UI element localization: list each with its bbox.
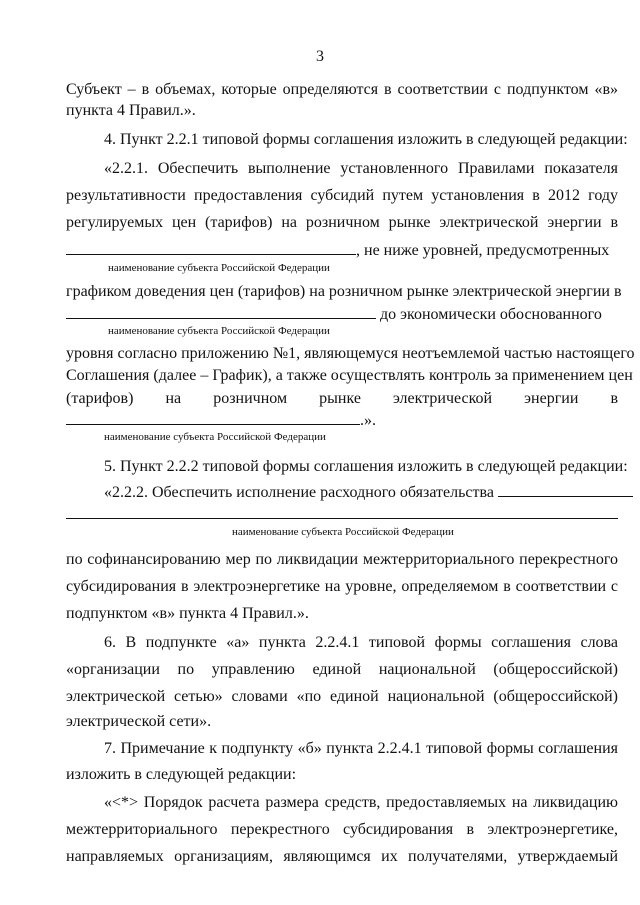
text-line-with-blank <box>66 410 618 431</box>
text-line: 5. Пункт 2.2.2 типовой формы соглашения изложить в следующей редакции: <box>104 458 628 475</box>
field-caption: наименование субъекта Российской Федерации <box>232 526 454 538</box>
text-line: изложить в следующей редакции: <box>66 766 297 783</box>
blank-field <box>66 240 356 255</box>
text-line: 7. Примечание к подпункту «б» пункта 2.2.4.1 типовой формы соглашения <box>104 740 618 757</box>
text-fragment: , не ниже уровней, предусмотренных <box>356 242 610 259</box>
blank-field <box>66 304 376 319</box>
blank-field-line <box>66 518 618 519</box>
field-caption: наименование субъекта Российской Федерации <box>108 262 330 274</box>
blank-field <box>498 482 633 497</box>
text-line: электрической сети». <box>66 713 212 730</box>
text-line: направляемых организациям, являющимся их получателями, утверждаемый <box>66 848 618 865</box>
text-line: Соглашения (далее – График), а также осуществлять контроль за применением цен <box>66 367 633 384</box>
page-number: 3 <box>316 48 324 65</box>
text-line: по софинансированию мер по ликвидации межтерриториального перекрестного <box>66 551 618 568</box>
text-fragment: «2.2.2. Обеспечить исполнение расходного обязательства <box>104 484 494 501</box>
text-line: «2.2.1. Обеспечить выполнение установленного Правилами показателя <box>104 160 618 177</box>
text-line: регулируемых цен (тарифов) на розничном рынке электрической энергии в <box>66 214 618 231</box>
text-fragment: .». <box>360 412 376 429</box>
text-line: «<*> Порядок расчета размера средств, предоставляемых на ликвидацию <box>104 794 618 811</box>
text-line-with-blank <box>104 482 618 503</box>
text-line: электрической сетью» словами «по единой национальной (общероссийской) <box>66 688 618 705</box>
text-line: уровня согласно приложению №1, являющемуся неотъемлемой частью настоящего <box>66 345 635 362</box>
text-line: «организации по управлению единой национальной (общероссийской) <box>66 661 618 678</box>
text-line: (тарифов) на розничном рынке электрической энергии в <box>66 390 618 407</box>
text-line: 6. В подпункте «а» пункта 2.2.4.1 типовой формы соглашения слова <box>104 634 618 651</box>
text-line: подпунктом «в» пункта 4 Правил.». <box>66 605 309 622</box>
text-line: пункта 4 Правил.». <box>66 102 196 119</box>
text-line: графиком доведения цен (тарифов) на розничном рынке электрической энергии в <box>66 283 622 300</box>
text-line-with-blank <box>66 240 618 261</box>
blank-field <box>66 410 360 425</box>
text-line: Субъект – в объемах, которые определяются в соответствии с подпунктом «в» <box>66 81 618 98</box>
text-line: 4. Пункт 2.2.1 типовой формы соглашения изложить в следующей редакции: <box>104 131 628 148</box>
text-line: межтерриториального перекрестного субсидирования в электроэнергетике, <box>66 821 618 838</box>
text-line: результативности предоставления субсидий путем установления в 2012 году <box>66 187 618 204</box>
field-caption: наименование субъекта Российской Федерации <box>108 325 330 337</box>
field-caption: наименование субъекта Российской Федерации <box>104 431 326 443</box>
text-fragment: до экономически обоснованного <box>380 306 602 323</box>
text-line: субсидирования в электроэнергетике на уровне, определяемом в соответствии с <box>66 578 618 595</box>
text-line-with-blank <box>66 304 618 325</box>
